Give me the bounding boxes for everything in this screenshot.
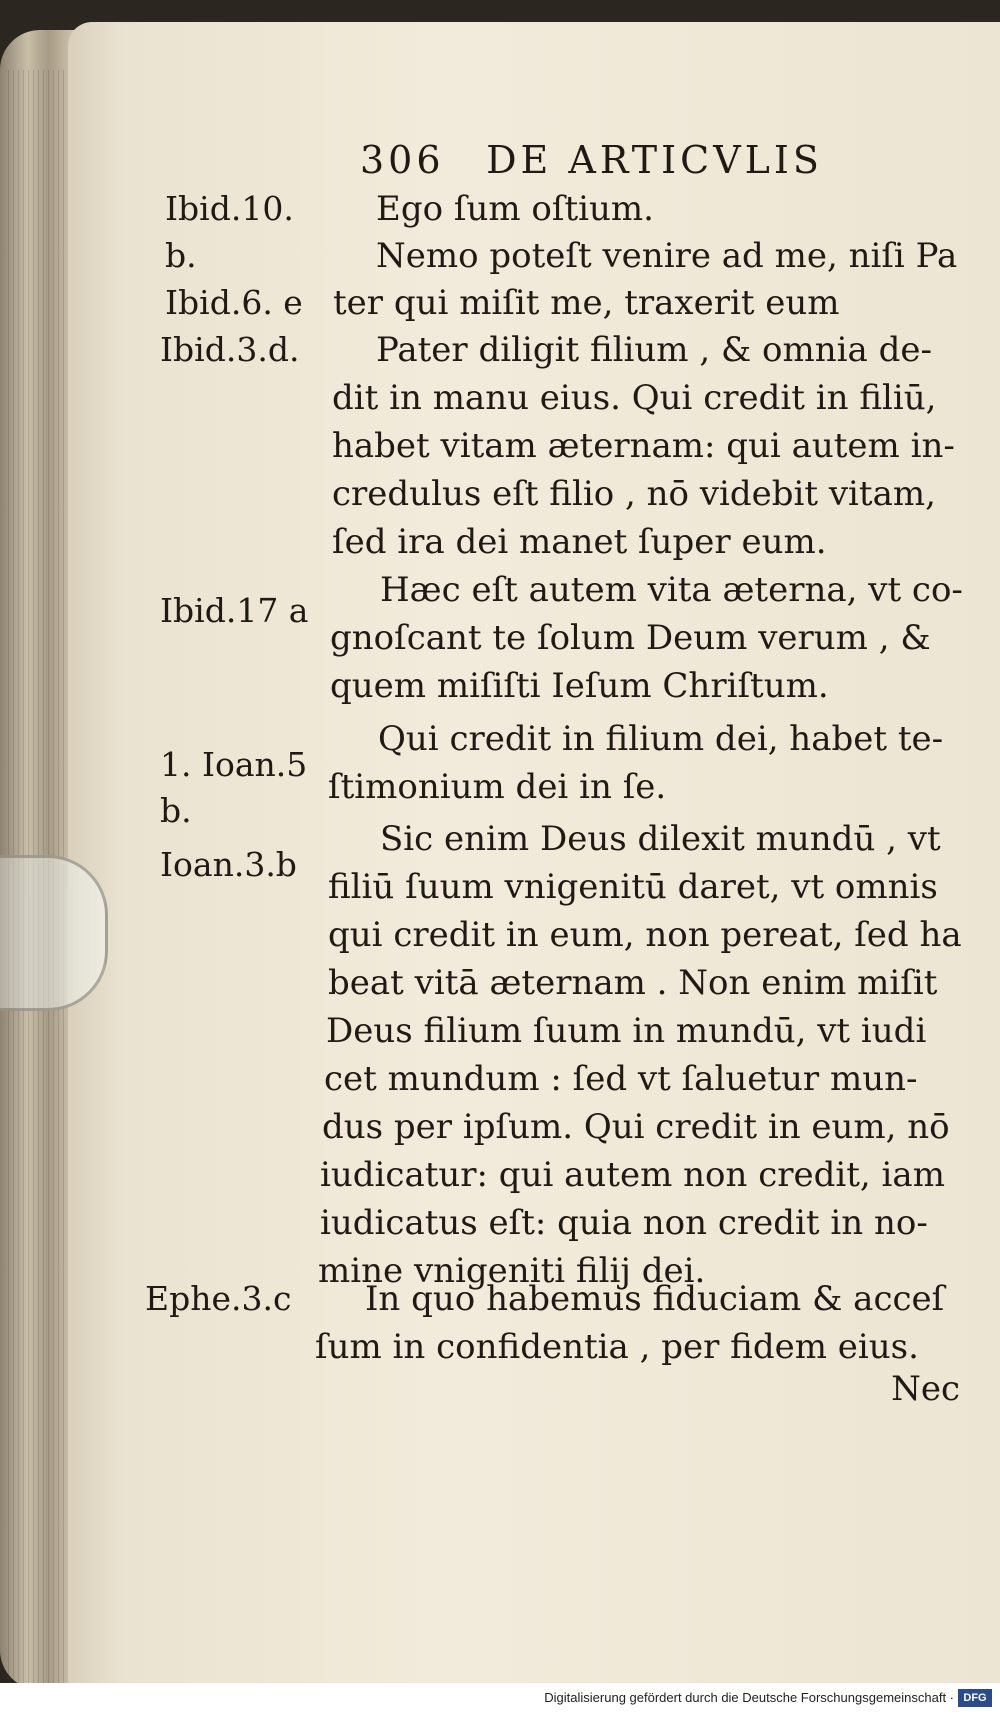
text-line: Ego ſum oſtium. <box>376 189 654 229</box>
text-line: Nemo poteſt venire ad me, niſi Pa <box>376 236 958 276</box>
text-line: ſum in confidentia , per fidem eius. <box>315 1327 919 1367</box>
footer-credit: Digitalisierung gefördert durch die Deutsche Forschungsgemeinschaft · <box>544 1690 954 1705</box>
text-line: Hæc eſt autem vita æterna, vt co- <box>380 570 963 610</box>
digitization-footer <box>0 1683 1000 1715</box>
margin-note: Ibid.3.d. <box>160 330 300 369</box>
margin-note: Ioan.3.b <box>160 845 297 884</box>
page-header <box>360 138 920 188</box>
margin-note: b. <box>160 791 192 830</box>
margin-note: Ibid.6. e <box>165 283 303 322</box>
running-title: DE ARTICVLIS <box>486 138 823 182</box>
catchword: Nec <box>891 1369 960 1409</box>
text-line: mine vnigeniti filij dei. <box>318 1251 706 1291</box>
text-line: iudicatur: qui autem non credit, iam <box>320 1155 945 1195</box>
text-line: ſtimonium dei in ſe. <box>328 767 667 807</box>
text-line: iudicatus eſt: quia non credit in no- <box>320 1203 928 1243</box>
margin-note: b. <box>165 236 197 275</box>
margin-note: Ibid.10. <box>165 189 294 228</box>
text-line: dus per ipſum. Qui credit in eum, nō <box>322 1107 950 1147</box>
text-line: ſed ira dei manet ſuper eum. <box>332 522 827 562</box>
text-line: dit in manu eius. Qui credit in filiū, <box>332 378 937 418</box>
text-line: credulus eſt filio , nō videbit vitam, <box>332 474 936 514</box>
text-line: cet mundum : ſed vt ſaluetur mun- <box>324 1059 918 1099</box>
margin-note: Ibid.17 a <box>160 591 309 630</box>
margin-note: 1. Ioan.5 <box>160 745 308 784</box>
text-line: ter qui miſit me, traxerit eum <box>333 283 840 323</box>
text-line: Qui credit in filium dei, habet te- <box>378 719 944 759</box>
text-line: quem miſiſti Ieſum Chriſtum. <box>330 666 829 706</box>
text-line: gnoſcant te ſolum Deum verum , & <box>330 618 931 658</box>
page-number: 306 <box>360 138 445 182</box>
text-line: filiū ſuum vnigenitū daret, vt omnis <box>328 867 938 907</box>
dfg-logo: DFG <box>958 1689 992 1707</box>
text-line: In quo habemus fiduciam & acceſ <box>365 1279 945 1319</box>
text-line: Pater diligit filium , & omnia de- <box>376 330 932 370</box>
text-line: Sic enim Deus dilexit mundū , vt <box>380 819 941 859</box>
text-line: Deus filium ſuum in mundū, vt iudi <box>326 1011 927 1051</box>
text-line: qui credit in eum, non pereat, ſed ha <box>328 915 962 955</box>
text-line: habet vitam æternam: qui autem in- <box>332 426 955 466</box>
margin-note: Ephe.3.c <box>145 1279 292 1318</box>
text-line: beat vitā æternam . Non enim miſit <box>328 963 938 1003</box>
